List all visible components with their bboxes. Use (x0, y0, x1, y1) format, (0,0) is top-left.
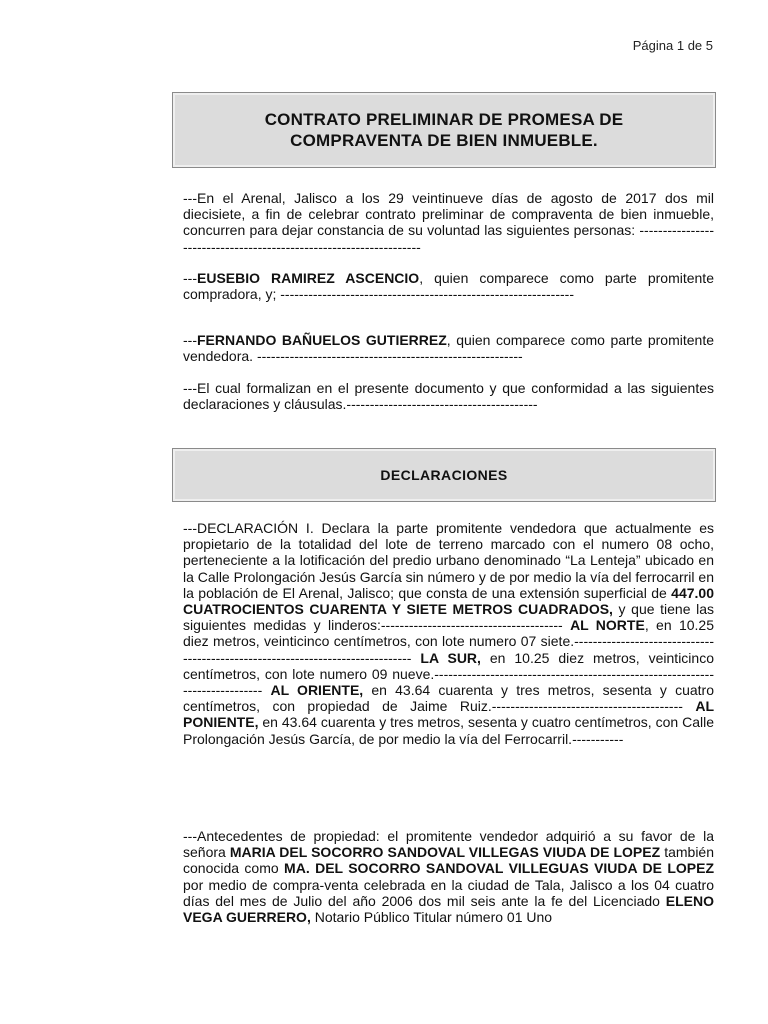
buyer-prefix: --- (183, 270, 197, 286)
seller-previous-owner-alias: MA. DEL SOCORRO SANDOVAL VILLEGUAS VIUDA DE LOPEZ (284, 860, 714, 877)
lindero-norte-label: AL NORTE (570, 617, 645, 634)
seller-paragraph (183, 332, 714, 364)
lindero-poniente-label: AL PONIENTE, (183, 698, 714, 731)
antecedentes-text-1: ---Antecedentes de propiedad: el promitente vendedor adquirió a su favor de la señora (183, 828, 714, 861)
declaracion-text-1: ---DECLARACIÓN I. Declara la parte promitente vendedora que actualmente es propietario de la totalidad del lote de terreno marcado con el numero 08 ocho, perteneciente a la lotificación del predio urbano denominado “La Lenteja” ubicado en la Calle Prolongación Jesús García sin número y de por medio la vía del ferrocarril en la población de El Arenal, Jalisco; que consta de una extensión superficial de (183, 520, 714, 601)
page-number: Página 1 de 5 (632, 38, 713, 53)
declaracion-text-2: y que tiene las siguientes medidas y linderos:--------------------------------------- (183, 601, 714, 634)
document-title-line-1: CONTRATO PRELIMINAR DE PROMESA DE (264, 110, 624, 129)
intro-paragraph: ---En el Arenal, Jalisco a los 29 veintinueve días de agosto de 2017 dos mil diecisiete, a fin de celebrar contrato preliminar de compraventa de bien inmueble, concurren para dejar constancia de su voluntad las siguientes personas: ------------------------------------------------------------------- (183, 190, 714, 254)
notary-name: ELENO VEGA GUERRERO, (183, 892, 714, 926)
declaracion-surface: 447.00 CUATROCIENTOS CUARENTA Y SIETE METROS CUADRADOS, (183, 584, 714, 618)
declaracion-text-6: en 43.64 cuarenta y tres metros, sesenta y cuatro centímetros, con Calle Prolongación Jesús García, de por medio la vía del Ferrocarril.----------- (183, 714, 714, 747)
declaraciones-heading: DECLARACIONES (380, 467, 508, 483)
declaracion-text-4: en 10.25 diez metros, veinticinco centímetros, con lote numero 09 nueve.----------------------------------------------------------------------------- (183, 649, 714, 699)
lindero-sur-label: LA SUR, (420, 649, 481, 666)
buyer-paragraph (183, 270, 714, 318)
declaraciones-section (183, 520, 714, 958)
document-title-line-2: COMPRAVENTA DE BIEN INMUEBLE. (290, 131, 598, 150)
antecedentes-text-3: por medio de compra-venta celebrada en la ciudad de Tala, Jalisco a los 04 cuatro días del mes de Julio del año 2006 dos mil seis ante la fe del Licenciado (183, 876, 714, 909)
buyer-name: EUSEBIO RAMIREZ ASCENCIO (197, 270, 420, 286)
declaraciones-heading-box (172, 448, 716, 502)
antecedentes-text-2: también conocida como (183, 844, 714, 877)
buyer-text: , quien comparece como parte promitente compradora, y; --------------------------------------------------------------- (183, 270, 714, 303)
antecedentes-paragraph (183, 828, 714, 958)
lindero-oriente-label: AL ORIENTE, (270, 682, 364, 699)
formalization-paragraph: ---El cual formalizan en el presente documento y que conformidad a las siguientes declaraciones y cláusulas.----------------------------------------- (183, 380, 714, 412)
declaracion-text-5: en 43.64 cuarenta y tres metros, sesenta y cuatro centímetros, con propiedad de Jaime Ruiz.----------------------------------------- (183, 682, 714, 715)
seller-name: FERNANDO BAÑUELOS GUTIERREZ (197, 332, 447, 348)
declaracion-1-paragraph (183, 520, 714, 812)
seller-prefix: --- (183, 332, 197, 348)
antecedentes-text-4: Notario Público Titular número 01 Uno (310, 909, 553, 926)
seller-text: , quien comparece como parte promitente vendedora. --------------------------------------------------------- (183, 332, 714, 364)
intro-section (183, 190, 714, 412)
seller-previous-owner: MARIA DEL SOCORRO SANDOVAL VILLEGAS VIUDA DE LOPEZ (229, 844, 661, 861)
document-title-box (172, 92, 716, 168)
declaracion-text-3: , en 10.25 diez metros, veinticinco centímetros, con lote numero 07 siete.------------------------------------------------------------------------------- (183, 617, 714, 666)
